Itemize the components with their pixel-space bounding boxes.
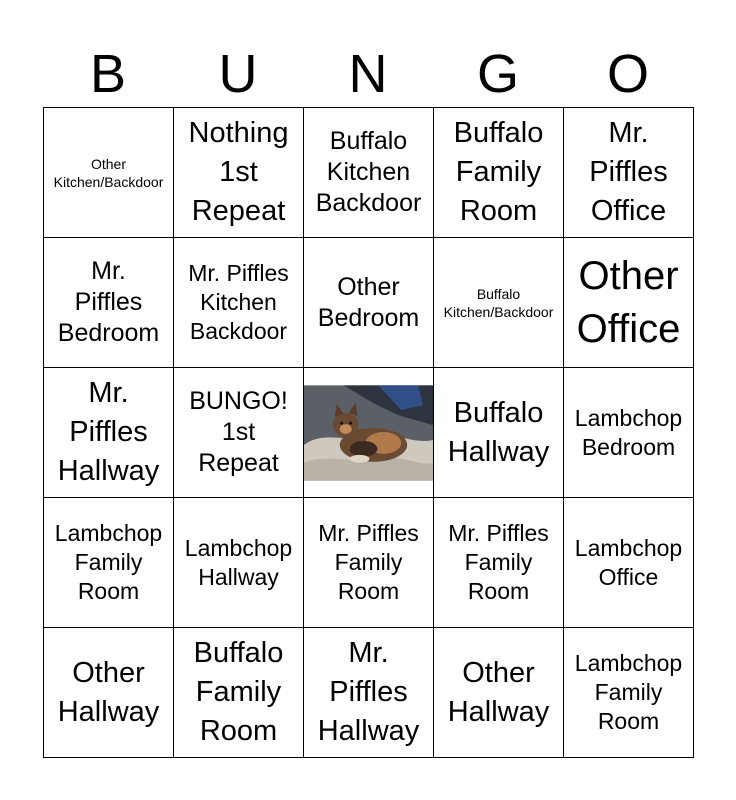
bingo-board	[43, 107, 694, 758]
cell-label: Nothing 1st Repeat	[188, 117, 289, 227]
header-letter-g: G	[476, 44, 519, 104]
bingo-cell[interactable]	[434, 498, 564, 628]
header-letter-o: O	[606, 44, 649, 104]
cell-label: Mr. Piffles Hallway	[317, 637, 420, 747]
cell-label: BUNGO! 1st Repeat	[189, 387, 288, 477]
free-space-cell[interactable]	[304, 368, 434, 498]
cell-label: Lambchop Family Room	[54, 520, 163, 604]
cell-label: Mr. Piffles Office	[589, 117, 668, 227]
bingo-cell[interactable]	[304, 238, 434, 368]
bingo-cell[interactable]	[174, 498, 304, 628]
bingo-cell[interactable]	[434, 238, 564, 368]
cell-label: Buffalo Kitchen Backdoor	[315, 127, 422, 217]
cell-label: Lambchop Bedroom	[574, 404, 683, 460]
cell-label: Mr. Piffles Bedroom	[57, 257, 160, 347]
bingo-cell[interactable]	[174, 628, 304, 758]
bingo-cell[interactable]	[44, 628, 174, 758]
bingo-cell[interactable]	[304, 108, 434, 238]
cell-label: Lambchop Family Room	[574, 650, 683, 734]
bingo-cell[interactable]	[434, 628, 564, 758]
cell-label: Other Kitchen/Backdoor	[53, 155, 164, 190]
cell-label: Buffalo Hallway	[447, 396, 550, 468]
cell-label: Lambchop Office	[574, 534, 683, 590]
bingo-cell[interactable]	[564, 238, 694, 368]
bingo-cell[interactable]	[174, 368, 304, 498]
bingo-cell[interactable]	[434, 368, 564, 498]
cell-label: Buffalo Family Room	[193, 637, 284, 747]
header-letter-b: B	[89, 44, 127, 104]
cell-label: Buffalo Family Room	[453, 117, 544, 227]
cell-label: Other Bedroom	[317, 272, 420, 332]
bingo-cell[interactable]	[174, 108, 304, 238]
cell-label: Buffalo Kitchen/Backdoor	[443, 285, 554, 320]
bingo-cell[interactable]	[564, 368, 694, 498]
bingo-cell[interactable]	[44, 238, 174, 368]
cell-label: Other Hallway	[57, 656, 160, 728]
bingo-cell[interactable]	[44, 368, 174, 498]
cell-label: Mr. Piffles Kitchen Backdoor	[188, 260, 289, 344]
header-letter-u: U	[218, 44, 258, 104]
cell-label: Mr. Piffles Family Room	[318, 520, 419, 604]
header-letter-n: N	[348, 44, 388, 104]
bingo-cell[interactable]	[304, 628, 434, 758]
bingo-cell[interactable]	[44, 108, 174, 238]
bingo-header	[43, 40, 693, 108]
bingo-cell[interactable]	[564, 498, 694, 628]
cell-label: Mr. Piffles Hallway	[57, 377, 160, 487]
bingo-cell[interactable]	[44, 498, 174, 628]
bingo-cell[interactable]	[564, 108, 694, 238]
cell-label: Other Hallway	[447, 656, 550, 728]
bingo-cell[interactable]	[304, 498, 434, 628]
cell-label: Mr. Piffles Family Room	[448, 520, 549, 604]
cell-label: Lambchop Hallway	[184, 534, 293, 590]
bingo-cell[interactable]	[174, 238, 304, 368]
cell-label: Other Office	[576, 253, 681, 351]
bingo-cell[interactable]	[434, 108, 564, 238]
bingo-cell[interactable]	[564, 628, 694, 758]
cat-photo	[304, 385, 433, 481]
